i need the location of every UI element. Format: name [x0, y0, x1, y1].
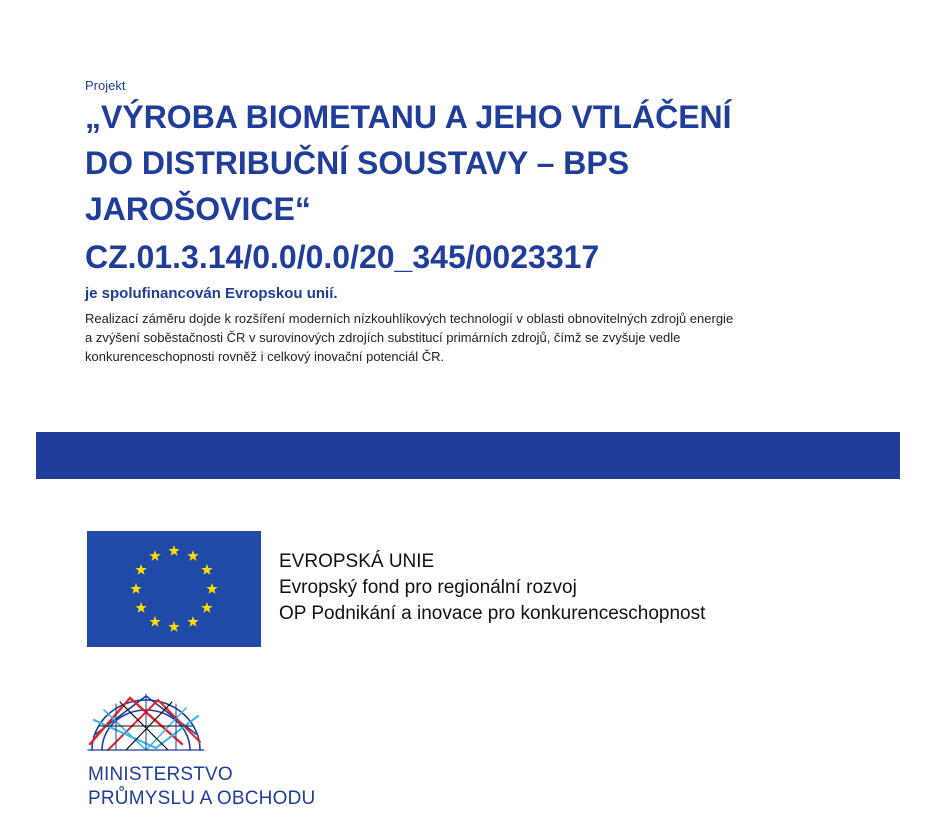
eu-funding-text: [279, 549, 705, 627]
project-title-line: „VÝROBA BIOMETANU A JEHO VTLÁČENÍ: [85, 99, 732, 135]
project-title-line: DO DISTRIBUČNÍ SOUSTAVY – BPS: [85, 145, 630, 181]
ministry-name-line: PRŮMYSLU A OBCHODU: [88, 788, 316, 809]
eu-flag-icon: [87, 531, 261, 647]
project-code: CZ.01.3.14/0.0/0.0/20_345/0023317: [85, 239, 600, 275]
description-line: a zvýšení soběstačnosti ČR v surovinových zdrojích substitucí primárních zdrojů, čímž se zvyšuje vedle: [85, 330, 681, 345]
project-title: [85, 94, 885, 232]
ministry-globe-logo: [86, 690, 206, 756]
description-line: Realizací záměru dojde k rozšíření moderních nízkouhlíkových technologií v oblasti obnovitelných zdrojů energie: [85, 311, 734, 326]
project-description: [85, 309, 845, 366]
eu-programme: OP Podnikání a inovace pro konkurenceschopnost: [279, 603, 706, 624]
eu-fund: Evropský fond pro regionální rozvoj: [279, 577, 577, 598]
blue-band-divider: [36, 432, 900, 479]
description-line: konkurenceschopnosti rovněž i celkový inovační potenciál ČR.: [85, 349, 445, 364]
project-title-line: JAROŠOVICE“: [85, 191, 311, 227]
cofinanced-statement: je spolufinancován Evropskou unií.: [85, 285, 338, 302]
ministry-name-line: MINISTERSTVO: [88, 764, 233, 785]
ministry-name: [88, 763, 315, 811]
eu-name: EVROPSKÁ UNIE: [279, 551, 435, 572]
project-label: Projekt: [85, 78, 126, 93]
